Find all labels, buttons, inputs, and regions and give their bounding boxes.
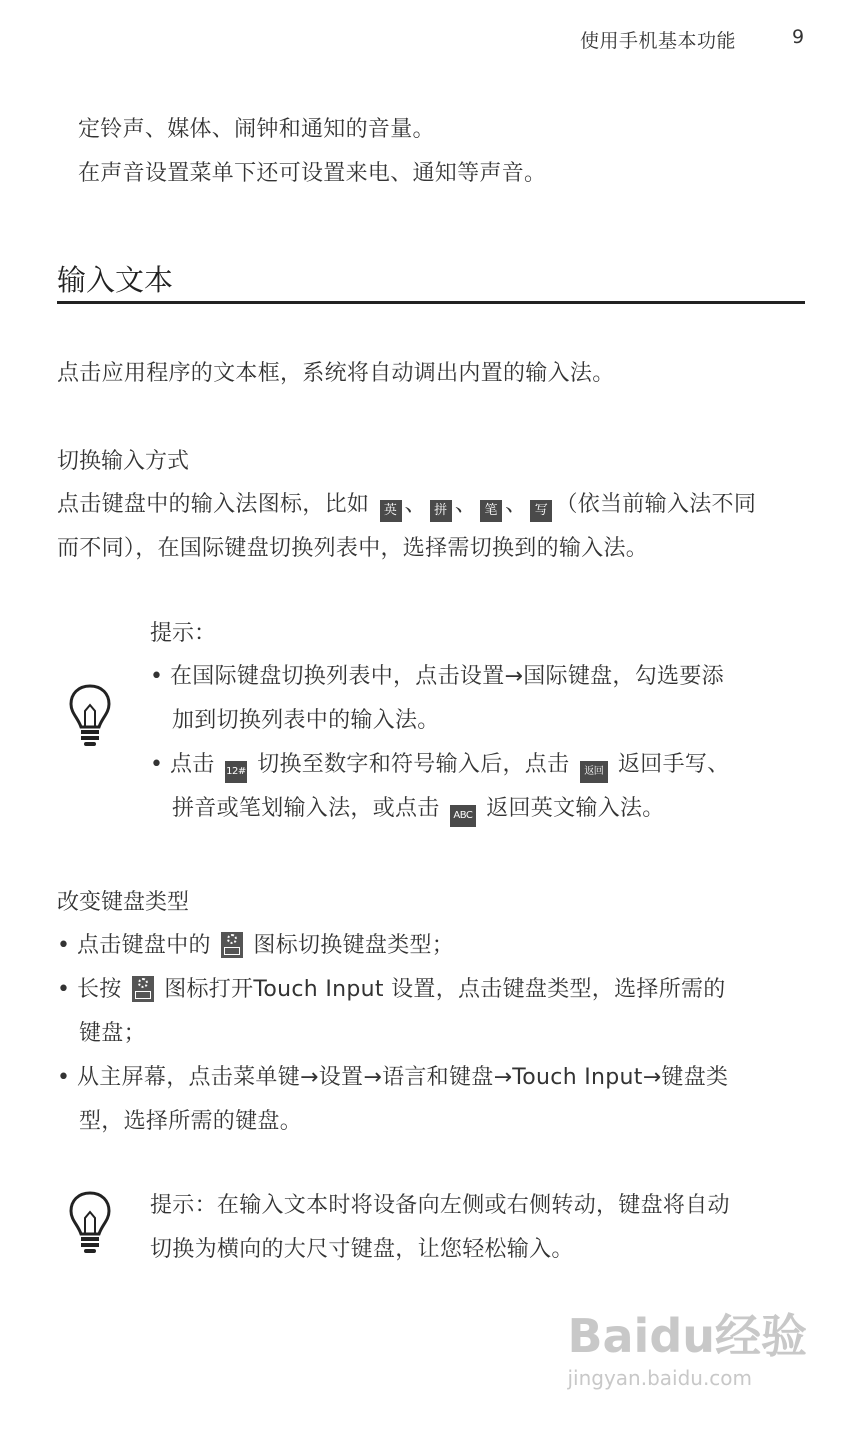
tip1-text: 返回英文输入法。 [486,796,665,821]
keyboard-bullet-1 [57,928,454,959]
tip1-bullet-2-line-2 [172,791,665,827]
bullet: • [57,933,71,958]
intro-line-1: 定铃声、媒体、闹钟和通知的音量。 [78,117,435,142]
switch-text-after: （依当前输入法不同 [555,492,757,517]
keyboard-settings-icon [221,932,243,958]
keyboard-text: 点击键盘中的 [77,933,211,958]
watermark-url: jingyan.baidu.com [567,1366,753,1390]
keyboard-bullet-2-line-1 [57,972,726,1003]
back-icon: 返回 [580,761,608,783]
bullet: • [150,664,164,689]
lightbulb-icon [68,1190,112,1256]
separator: 、 [454,492,478,517]
pinyin-input-icon: 拼 [430,500,452,522]
tip1-bullet-1-line-2: 加到切换列表中的输入法。 [172,708,440,733]
keyboard-bullet-2-line-2: 键盘； [79,1021,146,1046]
tip1-text: 返回手写、 [618,752,730,777]
keyboard-text: 图标打开Touch Input 设置，点击键盘类型，选择所需的 [164,977,726,1002]
switch-text-before: 点击键盘中的输入法图标，比如 [57,492,370,517]
keyboard-bullet-3-line-2: 型，选择所需的键盘。 [79,1109,303,1134]
keyboard-settings-icon [132,976,154,1002]
tip1-label: 提示： [150,621,217,646]
handwriting-input-icon: 写 [530,500,552,522]
numeric-keyboard-icon: 12# [225,761,247,783]
switch-paragraph-line-2: 而不同），在国际键盘切换列表中，选择需切换到的输入法。 [57,536,649,561]
keyboard-heading: 改变键盘类型 [57,890,190,915]
bullet: • [57,977,71,1002]
section-title: 输入文本 [57,263,174,297]
baidu-watermark [567,1300,807,1390]
keyboard-text: 图标切换键盘类型； [253,933,455,958]
tip2-line-1: 提示：在输入文本时将设备向左侧或右侧转动，键盘将自动 [150,1193,730,1218]
stroke-input-icon: 笔 [480,500,502,522]
intro-line-2: 在声音设置菜单下还可设置来电、通知等声音。 [78,161,547,186]
section-intro: 点击应用程序的文本框，系统将自动调出内置的输入法。 [57,361,615,386]
tip1-bullet-2-line-1 [150,747,730,783]
separator: 、 [404,492,427,517]
tip1-bullet-1-line-1 [150,659,724,690]
switch-heading: 切换输入方式 [57,449,190,474]
tip1-text: 点击 [170,752,215,777]
page-number: 9 [792,26,805,48]
keyboard-bullet-3-line-1 [57,1060,728,1091]
lightbulb-icon [68,683,112,749]
tip1-bullet-1-text: 在国际键盘切换列表中，点击设置→国际键盘，勾选要添 [170,664,724,689]
bullet: • [57,1065,71,1090]
tip2-line-2: 切换为横向的大尺寸键盘，让您轻松输入。 [150,1237,574,1262]
keyboard-text: 长按 [77,977,122,1002]
bullet: • [150,752,164,777]
watermark-logo: Baidu经验 [567,1309,807,1363]
keyboard-text: 从主屏幕，点击菜单键→设置→语言和键盘→Touch Input→键盘类 [77,1065,729,1090]
english-input-icon: 英 [380,500,402,522]
abc-keyboard-icon: ABC [450,805,476,827]
switch-paragraph-line-1 [57,487,756,522]
separator: 、 [505,492,528,517]
running-header: 使用手机基本功能 [580,30,737,52]
tip1-text: 拼音或笔划输入法，或点击 [172,796,440,821]
section-title-rule [57,301,805,304]
tip1-text: 切换至数字和符号输入后，点击 [257,752,570,777]
